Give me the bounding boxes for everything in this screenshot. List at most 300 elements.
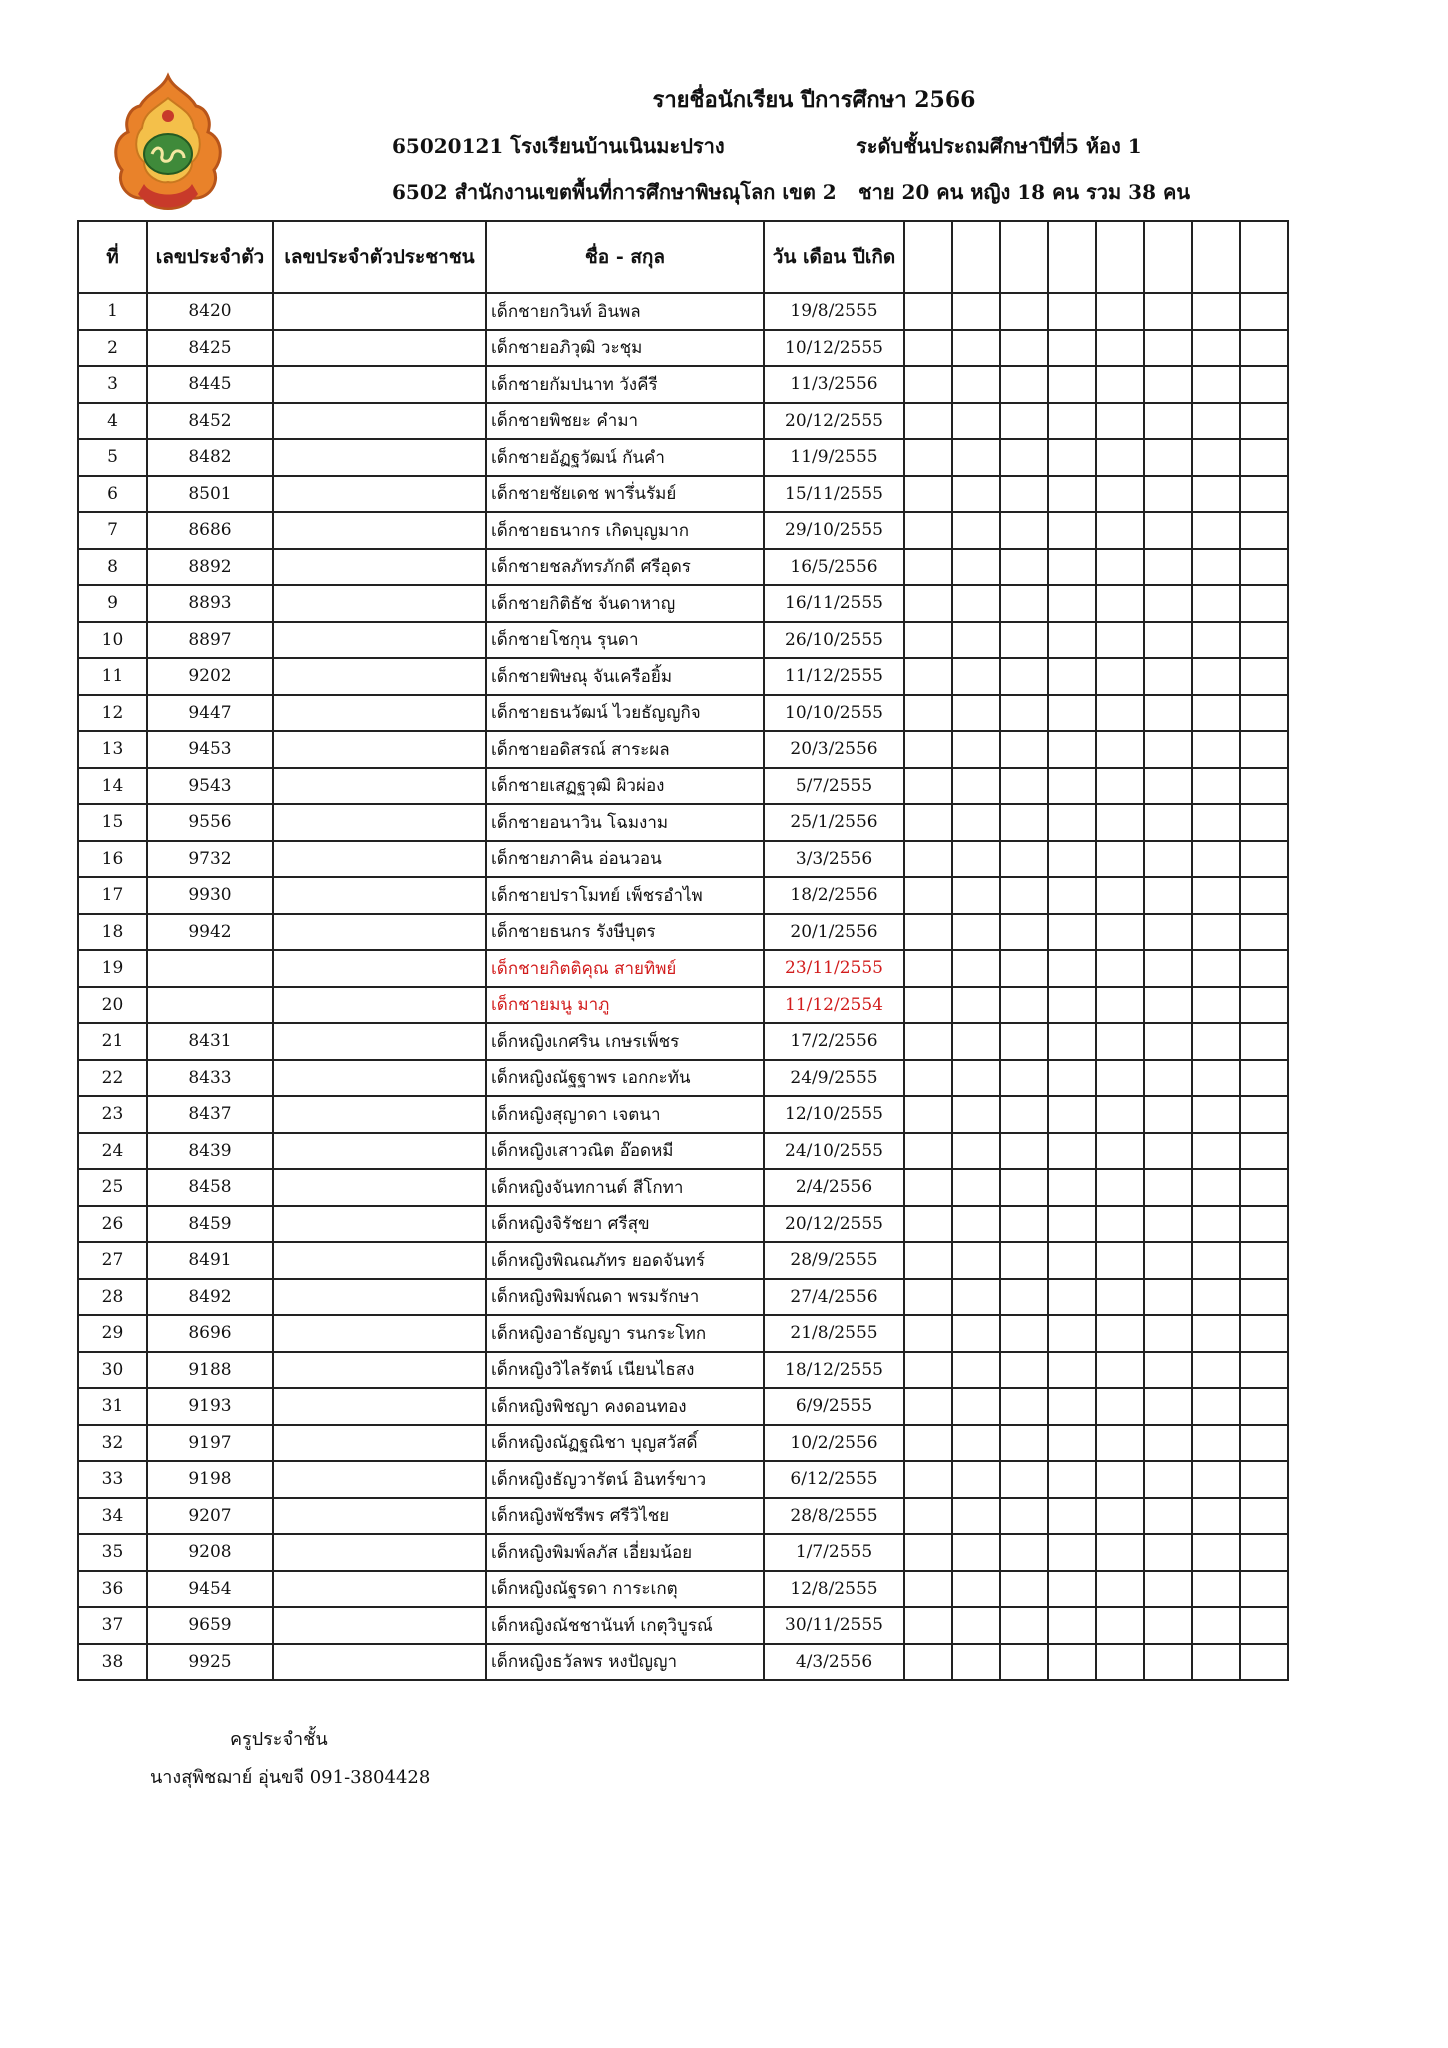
blank-cell [1000, 1352, 1048, 1389]
blank-cell [1048, 950, 1096, 987]
blank-cell [1000, 1023, 1048, 1060]
blank-cell [1096, 1461, 1144, 1498]
blank-cell [1240, 403, 1288, 440]
blank-cell [1144, 1461, 1192, 1498]
table-row [78, 1096, 1288, 1133]
blank-cell [1240, 330, 1288, 367]
cell-no: 29 [78, 1315, 147, 1352]
blank-cell [1192, 403, 1240, 440]
blank-cell [1192, 1534, 1240, 1571]
blank-cell [904, 804, 952, 841]
blank-cell [1192, 914, 1240, 951]
cell-citizen-id [273, 549, 486, 586]
cell-birthdate: 16/11/2555 [764, 585, 904, 622]
blank-cell [1240, 950, 1288, 987]
blank-cell [904, 731, 952, 768]
cell-no: 14 [78, 768, 147, 805]
blank-cell [1096, 439, 1144, 476]
cell-no: 19 [78, 950, 147, 987]
blank-column-header [904, 221, 952, 293]
blank-cell [1048, 1242, 1096, 1279]
blank-cell [1096, 1279, 1144, 1316]
blank-cell [904, 1644, 952, 1681]
cell-citizen-id [273, 1498, 486, 1535]
cell-birthdate: 1/7/2555 [764, 1534, 904, 1571]
cell-student-id: 8437 [147, 1096, 273, 1133]
blank-cell [1096, 549, 1144, 586]
blank-cell [904, 914, 952, 951]
blank-cell [1144, 622, 1192, 659]
blank-cell [1000, 622, 1048, 659]
cell-name: เด็กชายพิชยะ คำมา [486, 403, 764, 440]
cell-birthdate: 21/8/2555 [764, 1315, 904, 1352]
blank-cell [1144, 293, 1192, 330]
blank-cell [1000, 330, 1048, 367]
blank-cell [1144, 585, 1192, 622]
blank-cell [904, 476, 952, 513]
cell-birthdate: 11/3/2556 [764, 366, 904, 403]
page-title: รายชื่อนักเรียน ปีการศึกษา 2566 [652, 87, 976, 113]
cell-birthdate: 25/1/2556 [764, 804, 904, 841]
blank-cell [904, 1206, 952, 1243]
cell-citizen-id [273, 950, 486, 987]
table-row [78, 695, 1288, 732]
blank-cell [904, 1498, 952, 1535]
blank-cell [1192, 549, 1240, 586]
cell-name: เด็กหญิงธัญวารัตน์ อินทร์ขาว [486, 1461, 764, 1498]
blank-cell [904, 1242, 952, 1279]
class-level: ระดับชั้นประถมศึกษาปีที่5 ห้อง 1 [856, 134, 1142, 158]
blank-cell [1096, 512, 1144, 549]
blank-cell [952, 1242, 1000, 1279]
blank-cell [1192, 293, 1240, 330]
blank-cell [1240, 293, 1288, 330]
blank-cell [952, 1352, 1000, 1389]
blank-cell [1000, 1060, 1048, 1097]
blank-cell [952, 1315, 1000, 1352]
blank-cell [1240, 877, 1288, 914]
blank-cell [904, 1279, 952, 1316]
cell-student-id: 8439 [147, 1133, 273, 1170]
cell-no: 22 [78, 1060, 147, 1097]
blank-cell [1240, 1169, 1288, 1206]
blank-cell [1144, 549, 1192, 586]
cell-no: 9 [78, 585, 147, 622]
cell-citizen-id [273, 1571, 486, 1608]
cell-birthdate: 20/12/2555 [764, 1206, 904, 1243]
blank-cell [1192, 1644, 1240, 1681]
table-header-row [78, 221, 1288, 293]
blank-cell [952, 1279, 1000, 1316]
blank-cell [1096, 987, 1144, 1024]
cell-no: 8 [78, 549, 147, 586]
cell-student-id: 9942 [147, 914, 273, 951]
cell-student-id: 9198 [147, 1461, 273, 1498]
blank-cell [1096, 1133, 1144, 1170]
cell-name: เด็กหญิงพิณณภัทร ยอดจันทร์ [486, 1242, 764, 1279]
blank-cell [1192, 877, 1240, 914]
cell-birthdate: 16/5/2556 [764, 549, 904, 586]
blank-cell [1096, 1534, 1144, 1571]
blank-cell [1144, 1352, 1192, 1389]
cell-no: 36 [78, 1571, 147, 1608]
blank-cell [1192, 695, 1240, 732]
cell-name: เด็กหญิงเกศริน เกษรเพ็ชร [486, 1023, 764, 1060]
cell-no: 4 [78, 403, 147, 440]
table-row [78, 1607, 1288, 1644]
cell-student-id: 9930 [147, 877, 273, 914]
blank-cell [1048, 439, 1096, 476]
student-roster-table [77, 220, 1289, 1681]
cell-no: 38 [78, 1644, 147, 1681]
table-row [78, 1279, 1288, 1316]
blank-cell [1048, 1388, 1096, 1425]
cell-citizen-id [273, 476, 486, 513]
cell-name: เด็กหญิงเสาวณิต อ๊อดหมี [486, 1133, 764, 1170]
cell-name: เด็กหญิงธวัลพร หงปัญญา [486, 1644, 764, 1681]
blank-cell [904, 1315, 952, 1352]
cell-no: 6 [78, 476, 147, 513]
blank-cell [952, 658, 1000, 695]
blank-cell [1240, 1133, 1288, 1170]
blank-cell [1192, 1206, 1240, 1243]
cell-citizen-id [273, 330, 486, 367]
table-row [78, 1206, 1288, 1243]
cell-birthdate: 28/8/2555 [764, 1498, 904, 1535]
cell-no: 25 [78, 1169, 147, 1206]
table-row [78, 914, 1288, 951]
column-header-birthdate: วัน เดือน ปีเกิด [764, 221, 904, 293]
table-row [78, 403, 1288, 440]
cell-student-id: 9556 [147, 804, 273, 841]
table-row [78, 987, 1288, 1024]
cell-name: เด็กชายชัยเดช พารึ่นรัมย์ [486, 476, 764, 513]
blank-cell [1096, 695, 1144, 732]
blank-cell [904, 1023, 952, 1060]
blank-cell [1096, 293, 1144, 330]
blank-cell [952, 622, 1000, 659]
blank-cell [1048, 1023, 1096, 1060]
blank-cell [1240, 1023, 1288, 1060]
cell-citizen-id [273, 1425, 486, 1462]
education-office: 6502 สำนักงานเขตพื้นที่การศึกษาพิษณุโลก เขต 2 [392, 180, 837, 204]
blank-cell [1000, 1607, 1048, 1644]
blank-cell [1096, 1169, 1144, 1206]
blank-cell [952, 1461, 1000, 1498]
blank-cell [952, 731, 1000, 768]
blank-cell [904, 1571, 952, 1608]
blank-cell [1048, 658, 1096, 695]
blank-cell [1192, 804, 1240, 841]
blank-cell [1096, 366, 1144, 403]
table-row [78, 731, 1288, 768]
blank-cell [1192, 1315, 1240, 1352]
blank-cell [1000, 1096, 1048, 1133]
blank-cell [1000, 1498, 1048, 1535]
table-row [78, 585, 1288, 622]
blank-cell [904, 330, 952, 367]
table-row [78, 950, 1288, 987]
cell-student-id: 8445 [147, 366, 273, 403]
blank-cell [1192, 1023, 1240, 1060]
blank-cell [1048, 1133, 1096, 1170]
blank-cell [1000, 293, 1048, 330]
blank-cell [1240, 1060, 1288, 1097]
blank-cell [1144, 439, 1192, 476]
blank-cell [1048, 622, 1096, 659]
blank-cell [1144, 658, 1192, 695]
blank-cell [1144, 476, 1192, 513]
blank-cell [1000, 512, 1048, 549]
blank-cell [1144, 1096, 1192, 1133]
cell-student-id: 9207 [147, 1498, 273, 1535]
cell-student-id: 8696 [147, 1315, 273, 1352]
cell-student-id: 9543 [147, 768, 273, 805]
blank-cell [1000, 695, 1048, 732]
cell-student-id: 9447 [147, 695, 273, 732]
blank-cell [952, 877, 1000, 914]
table-row [78, 622, 1288, 659]
cell-student-id: 8459 [147, 1206, 273, 1243]
blank-cell [952, 512, 1000, 549]
blank-cell [1240, 1461, 1288, 1498]
blank-cell [1240, 1425, 1288, 1462]
cell-name: เด็กหญิงอาธัญญา รนกระโทก [486, 1315, 764, 1352]
cell-no: 15 [78, 804, 147, 841]
blank-cell [952, 366, 1000, 403]
cell-name: เด็กชายภาคิน อ่อนวอน [486, 841, 764, 878]
cell-birthdate: 20/12/2555 [764, 403, 904, 440]
blank-cell [1096, 1315, 1144, 1352]
cell-birthdate: 24/9/2555 [764, 1060, 904, 1097]
table-row [78, 1425, 1288, 1462]
cell-name: เด็กหญิงณัฏฐณิชา บุญสวัสดิ์ [486, 1425, 764, 1462]
blank-cell [1096, 330, 1144, 367]
blank-cell [1192, 366, 1240, 403]
cell-birthdate: 28/9/2555 [764, 1242, 904, 1279]
cell-citizen-id [273, 366, 486, 403]
blank-cell [1144, 987, 1192, 1024]
blank-cell [1192, 585, 1240, 622]
cell-citizen-id [273, 1644, 486, 1681]
blank-column-header [952, 221, 1000, 293]
blank-cell [904, 403, 952, 440]
blank-cell [1144, 1571, 1192, 1608]
cell-no: 18 [78, 914, 147, 951]
column-header-no: ที่ [78, 221, 147, 293]
blank-column-header [1096, 221, 1144, 293]
blank-cell [952, 1169, 1000, 1206]
blank-cell [1144, 1023, 1192, 1060]
cell-student-id: 8433 [147, 1060, 273, 1097]
blank-cell [1048, 1498, 1096, 1535]
blank-cell [1048, 1607, 1096, 1644]
blank-cell [1000, 1133, 1048, 1170]
blank-cell [1192, 1279, 1240, 1316]
blank-cell [952, 549, 1000, 586]
blank-cell [1000, 1279, 1048, 1316]
cell-student-id: 9454 [147, 1571, 273, 1608]
cell-citizen-id [273, 1461, 486, 1498]
cell-birthdate: 20/1/2556 [764, 914, 904, 951]
blank-cell [1048, 914, 1096, 951]
blank-cell [952, 1425, 1000, 1462]
blank-cell [1048, 585, 1096, 622]
blank-cell [952, 1388, 1000, 1425]
blank-cell [952, 1023, 1000, 1060]
blank-cell [1048, 1315, 1096, 1352]
blank-cell [952, 439, 1000, 476]
cell-citizen-id [273, 1096, 486, 1133]
table-row [78, 1060, 1288, 1097]
blank-cell [1048, 1571, 1096, 1608]
blank-cell [1144, 1315, 1192, 1352]
blank-column-header [1144, 221, 1192, 293]
blank-cell [1240, 1534, 1288, 1571]
cell-birthdate: 23/11/2555 [764, 950, 904, 987]
blank-cell [1048, 1352, 1096, 1389]
table-row [78, 1571, 1288, 1608]
blank-cell [1192, 987, 1240, 1024]
cell-name: เด็กชายกิตติคุณ สายทิพย์ [486, 950, 764, 987]
blank-cell [1144, 1060, 1192, 1097]
blank-cell [1096, 1571, 1144, 1608]
cell-citizen-id [273, 1133, 486, 1170]
table-row [78, 804, 1288, 841]
blank-cell [1240, 622, 1288, 659]
cell-name: เด็กชายพิษณุ จันเครือยิ้ม [486, 658, 764, 695]
blank-cell [1096, 585, 1144, 622]
cell-name: เด็กชายอภิวุฒิ วะชุม [486, 330, 764, 367]
cell-student-id: 8431 [147, 1023, 273, 1060]
cell-no: 2 [78, 330, 147, 367]
cell-citizen-id [273, 1023, 486, 1060]
blank-cell [1240, 804, 1288, 841]
blank-cell [1048, 1425, 1096, 1462]
cell-no: 1 [78, 293, 147, 330]
blank-cell [1048, 366, 1096, 403]
cell-birthdate: 3/3/2556 [764, 841, 904, 878]
table-row [78, 1534, 1288, 1571]
blank-cell [1000, 731, 1048, 768]
blank-cell [904, 1534, 952, 1571]
blank-cell [1192, 1388, 1240, 1425]
blank-cell [1048, 476, 1096, 513]
blank-cell [952, 1607, 1000, 1644]
blank-cell [904, 1352, 952, 1389]
cell-citizen-id [273, 1242, 486, 1279]
cell-citizen-id [273, 1315, 486, 1352]
blank-cell [1240, 549, 1288, 586]
blank-cell [952, 585, 1000, 622]
blank-cell [1096, 841, 1144, 878]
blank-cell [1000, 1169, 1048, 1206]
cell-citizen-id [273, 1169, 486, 1206]
cell-student-id: 9453 [147, 731, 273, 768]
cell-name: เด็กชายมนู มาภู [486, 987, 764, 1024]
blank-cell [1240, 1242, 1288, 1279]
blank-cell [1096, 476, 1144, 513]
cell-no: 32 [78, 1425, 147, 1462]
blank-cell [952, 1534, 1000, 1571]
table-row [78, 1644, 1288, 1681]
cell-citizen-id [273, 1534, 486, 1571]
cell-no: 26 [78, 1206, 147, 1243]
cell-citizen-id [273, 804, 486, 841]
blank-cell [952, 695, 1000, 732]
cell-no: 28 [78, 1279, 147, 1316]
blank-cell [1096, 1498, 1144, 1535]
blank-cell [1048, 1169, 1096, 1206]
blank-cell [1192, 1096, 1240, 1133]
cell-birthdate: 12/8/2555 [764, 1571, 904, 1608]
blank-column-header [1000, 221, 1048, 293]
cell-birthdate: 11/12/2555 [764, 658, 904, 695]
table-row [78, 658, 1288, 695]
blank-cell [952, 403, 1000, 440]
cell-birthdate: 4/3/2556 [764, 1644, 904, 1681]
blank-cell [1192, 1133, 1240, 1170]
cell-birthdate: 29/10/2555 [764, 512, 904, 549]
cell-citizen-id [273, 1607, 486, 1644]
cell-birthdate: 17/2/2556 [764, 1023, 904, 1060]
blank-cell [1240, 1352, 1288, 1389]
blank-cell [1048, 1096, 1096, 1133]
student-count-summary: ชาย 20 คน หญิง 18 คน รวม 38 คน [858, 180, 1191, 204]
blank-cell [1144, 512, 1192, 549]
cell-citizen-id [273, 914, 486, 951]
cell-name: เด็กชายอัฏฐวัฒน์ กันคำ [486, 439, 764, 476]
blank-cell [1000, 1644, 1048, 1681]
cell-citizen-id [273, 1206, 486, 1243]
cell-student-id: 9925 [147, 1644, 273, 1681]
blank-cell [1192, 1607, 1240, 1644]
blank-cell [904, 1425, 952, 1462]
blank-cell [952, 914, 1000, 951]
blank-cell [1144, 1133, 1192, 1170]
homeroom-teacher-label: ครูประจำชั้น [230, 1729, 328, 1750]
blank-cell [1240, 1315, 1288, 1352]
table-row [78, 330, 1288, 367]
blank-cell [1000, 950, 1048, 987]
blank-cell [952, 768, 1000, 805]
blank-cell [1096, 658, 1144, 695]
blank-cell [952, 987, 1000, 1024]
cell-no: 21 [78, 1023, 147, 1060]
cell-student-id: 9659 [147, 1607, 273, 1644]
blank-cell [904, 1060, 952, 1097]
cell-name: เด็กชายธนกร รังษีบุตร [486, 914, 764, 951]
cell-citizen-id [273, 585, 486, 622]
cell-no: 34 [78, 1498, 147, 1535]
blank-cell [1048, 695, 1096, 732]
cell-birthdate: 15/11/2555 [764, 476, 904, 513]
blank-cell [1000, 1242, 1048, 1279]
cell-citizen-id [273, 877, 486, 914]
blank-cell [904, 1133, 952, 1170]
blank-cell [1000, 476, 1048, 513]
table-row [78, 1315, 1288, 1352]
cell-name: เด็กหญิงพัชรีพร ศรีวิไชย [486, 1498, 764, 1535]
cell-name: เด็กหญิงจิรัชยา ศรีสุข [486, 1206, 764, 1243]
blank-cell [904, 877, 952, 914]
table-row [78, 1169, 1288, 1206]
cell-birthdate: 6/9/2555 [764, 1388, 904, 1425]
cell-citizen-id [273, 695, 486, 732]
blank-cell [1192, 1461, 1240, 1498]
cell-birthdate: 11/12/2554 [764, 987, 904, 1024]
blank-cell [1240, 841, 1288, 878]
